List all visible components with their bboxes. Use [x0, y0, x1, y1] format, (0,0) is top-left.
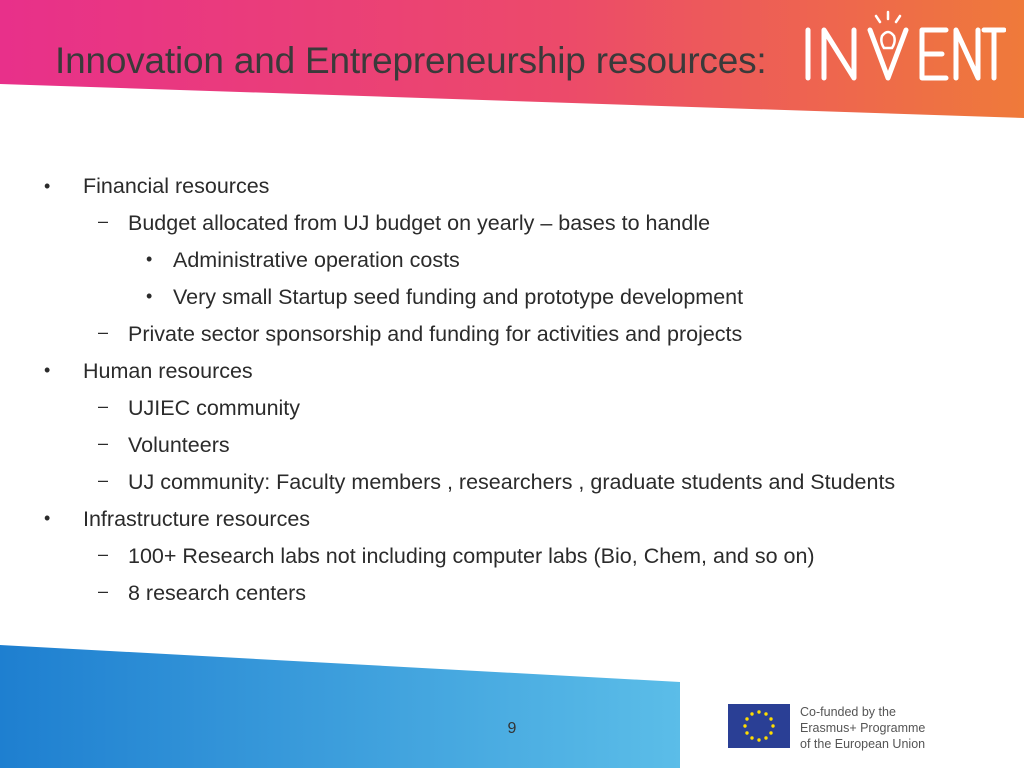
list-item: Administrative operation costs — [173, 248, 460, 272]
lightbulb-icon — [876, 12, 900, 48]
bullet-marker: • — [44, 360, 51, 380]
bullet-marker: • — [44, 508, 51, 528]
eu-line-2: Erasmus+ Programme — [800, 721, 926, 735]
list-item: 8 research centers — [128, 581, 307, 605]
dash-marker: – — [98, 581, 109, 601]
list-item: UJIEC community — [128, 396, 301, 420]
list-item: Budget allocated from UJ budget on yearly – bases to handle — [128, 211, 711, 235]
slide-title: Innovation and Entrepreneurship resources: — [55, 40, 767, 81]
list-item: Infrastructure resources — [83, 507, 311, 531]
list-item: Very small Startup seed funding and prototype development — [173, 285, 744, 309]
bottom-banner — [0, 640, 680, 768]
list-item: Volunteers — [128, 433, 230, 457]
eu-flag-icon — [728, 704, 790, 748]
dash-marker: – — [98, 322, 109, 342]
list-item: 100+ Research labs not including computer labs (Bio, Chem, and so on) — [128, 544, 815, 568]
page-number: 9 — [507, 720, 517, 737]
dash-marker: – — [98, 470, 109, 490]
invent-logo — [796, 10, 1006, 90]
bullet-marker: • — [146, 249, 153, 269]
bullet-marker: • — [44, 176, 51, 196]
dash-marker: – — [98, 433, 109, 453]
list-item: Financial resources — [83, 174, 270, 198]
list-item: Private sector sponsorship and funding for activities and projects — [128, 322, 743, 346]
bullet-marker: • — [146, 286, 153, 306]
list-item: UJ community: Faculty members , researchers , graduate students and Students — [128, 470, 896, 494]
eu-funding-notice — [800, 704, 925, 752]
dash-marker: – — [98, 544, 109, 564]
eu-line-3: of the European Union — [800, 737, 926, 751]
dash-marker: – — [98, 211, 109, 231]
list-item: Human resources — [83, 359, 253, 383]
dash-marker: – — [98, 396, 109, 416]
eu-line-1: Co-funded by the — [800, 705, 896, 719]
